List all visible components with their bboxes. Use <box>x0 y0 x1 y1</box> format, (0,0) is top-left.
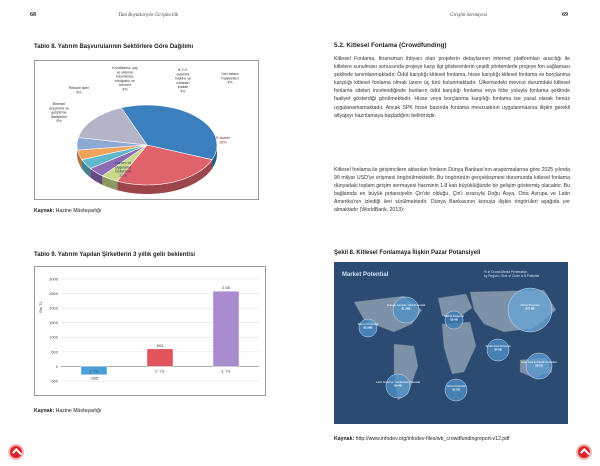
bar <box>213 291 239 366</box>
region-label: MENA Potential $0.4B <box>444 314 464 322</box>
corner-mark-icon <box>576 444 592 460</box>
region-label: Latin America / Caribbean Potential $4.4B <box>376 380 420 388</box>
pie-chart <box>35 61 260 201</box>
y-axis-label: Bin TL <box>38 301 43 313</box>
map-title: Market Potential <box>342 272 389 278</box>
bar-data-label: -285 <box>89 375 99 381</box>
pie-label: Konaklama, çay ve olduran hazırlanan, fotoğrafçı ve benzeri 4% <box>112 66 138 92</box>
pie-label: Veri tabanı Faaliyetleri 4% <box>221 72 239 85</box>
x-tick-label: 3. YIL <box>221 369 231 374</box>
page-number: 69 <box>562 12 568 18</box>
market-potential-map <box>334 262 568 424</box>
table8-source <box>34 208 101 214</box>
bar <box>147 349 173 367</box>
bar-data-label: 2.58 <box>222 285 230 291</box>
region-label: Africa Potential $2.5B <box>446 384 466 392</box>
running-head: Tüm Boyutlarıyla Girişimcilik <box>118 13 179 18</box>
source-text: Hazine Müsteşarlığı <box>55 408 102 414</box>
pie-label: Bilimsel araştırma ve geliştirme faaliyetleri 5% <box>49 102 69 124</box>
pie-label: E-ticaret 26% <box>216 136 230 145</box>
paragraph-2: Kitlesel fonlama ile girişimcilere aktarılan fonların Dünya Bankası'nın araştırmalarına göre 2025 yılında 90 milyar USD'ye erişmesi öngörülmektedir. Bu öngörünün gerçekleşmesi durumunda kitlesel fonlama dünyadaki toplam girişim sermayesi hacminin 1.8 katı büyüklüğünde bir gelişim göstermiş olacaktır. Bu bağlamda en büyük potansiyelin Çin'de olduğu, Çin'i sırasıyla Doğu Asya, Orta Avrupa ve Latin Amerika'nın izlediği ileri sürülmektedir. Dünya Bankasının konuya ilişkin öngörüleri aşağıda yer almaktadır (WorldBank, 2013): <box>334 167 570 214</box>
figure8-caption: Şekil 8. Kitlesel Fonlamaya İlişkin Pazar Potansiyeli <box>334 250 481 256</box>
source-label: Kaynak: <box>334 436 355 442</box>
map-legend-title: % in Crowd-Media Penetration <box>484 270 528 274</box>
table9-caption: Tablo 9. Yatırım Yapılan Şirketlerin 3 yıllık gelir beklentisi <box>34 252 196 258</box>
x-tick-label: 2. YIL <box>155 369 165 374</box>
pie-label: Reklam işleri 4% <box>68 86 90 95</box>
page-number: 68 <box>30 12 36 18</box>
pie-label: B.Y.S. elektrikli makine ve cihazları imalatı 4% <box>174 68 192 94</box>
x-tick-label: 1. YIL <box>89 369 99 374</box>
y-tick-label: 0 <box>55 363 58 369</box>
region-label: Europe Central / Asia Potential $1.36B <box>386 303 426 311</box>
bar-chart <box>35 267 267 397</box>
paragraph-1: Kitlesel Fonlama, finansman ihtiyacı olan projelerin detaylarının internet platformları aracılığı ile kitlelere sunulması sonucunda projeye karşı ilgi gösterenlerin çeşitli yöntemlerle projeye fon sağlaması şeklinde tanımlanmaktadır. Ödül karşılığı kitlesel fonlama, hisse karşılığı kitlesel fonlama ve borçlanma karşılığı kitlesel fonlama olmak üzere üç türü bulunmaktadır. Ülkemizdeki mevcut durumdaki kitlesel fonlama siteleri incelendiğinde bunların ödül karşılığı fonlama veya hibe yoluyla fonlama şeklinde faaliyet gösterdiği görülmektedir. Hisse veya borçlanma karşılığı fonlama ise yasal olarak henüz uygulanamamaktadır. Ancak SPK hisse bazında fonlama mevzuatının uygulanmasına ilişkin gerekli altyapıyı hazırlamaya başladığını belirtmiştir. <box>334 56 570 119</box>
y-tick-label: 500 <box>51 349 58 355</box>
y-tick-label: 3000 <box>49 276 58 282</box>
source-label: Kaynak: <box>34 208 55 214</box>
y-tick-label: -500 <box>49 378 58 384</box>
bar-chart-frame <box>34 266 266 396</box>
source-url[interactable]: http://www.infodev.org/infodev-files/wb_crowdfundingreport-v12.pdf <box>355 436 510 442</box>
source-label: Kaynak: <box>34 408 55 414</box>
pie-label: Yazılım ve Uygulama Geliştirme 37% <box>114 161 132 178</box>
y-tick-label: 2000 <box>49 305 58 311</box>
section-title: 5.2. Kitlesel Fonlama (Crowdfunding) <box>334 42 447 49</box>
corner-mark-icon <box>8 444 24 460</box>
source-text: Hazine Müsteşarlığı <box>55 208 102 214</box>
table8-caption: Tablo 8. Yatırım Başvurularının Sektörlere Göre Dağılımı <box>34 44 194 50</box>
y-tick-label: 1000 <box>49 334 58 340</box>
region-label: Rest of Potential $2.59B <box>357 322 379 330</box>
region-label: South Asia Potential $4.0B <box>485 344 511 352</box>
world-map <box>334 262 568 424</box>
y-tick-label: 2500 <box>49 290 58 296</box>
continent-shape <box>442 322 476 374</box>
map-legend-subtitle: by Region • Size of Circle is $ Potential <box>484 274 540 278</box>
bar-data-label: 603 <box>156 342 164 348</box>
figure8-source <box>334 436 510 442</box>
pie-chart-frame <box>34 60 259 200</box>
region-label: China Potential $47.6B <box>520 303 540 311</box>
running-head: Girişim Sermayesi <box>450 13 488 18</box>
region-label: East Asia & Pacific Potential $8.2B <box>521 360 557 368</box>
y-tick-label: 1500 <box>49 320 58 326</box>
table9-source <box>34 408 101 414</box>
